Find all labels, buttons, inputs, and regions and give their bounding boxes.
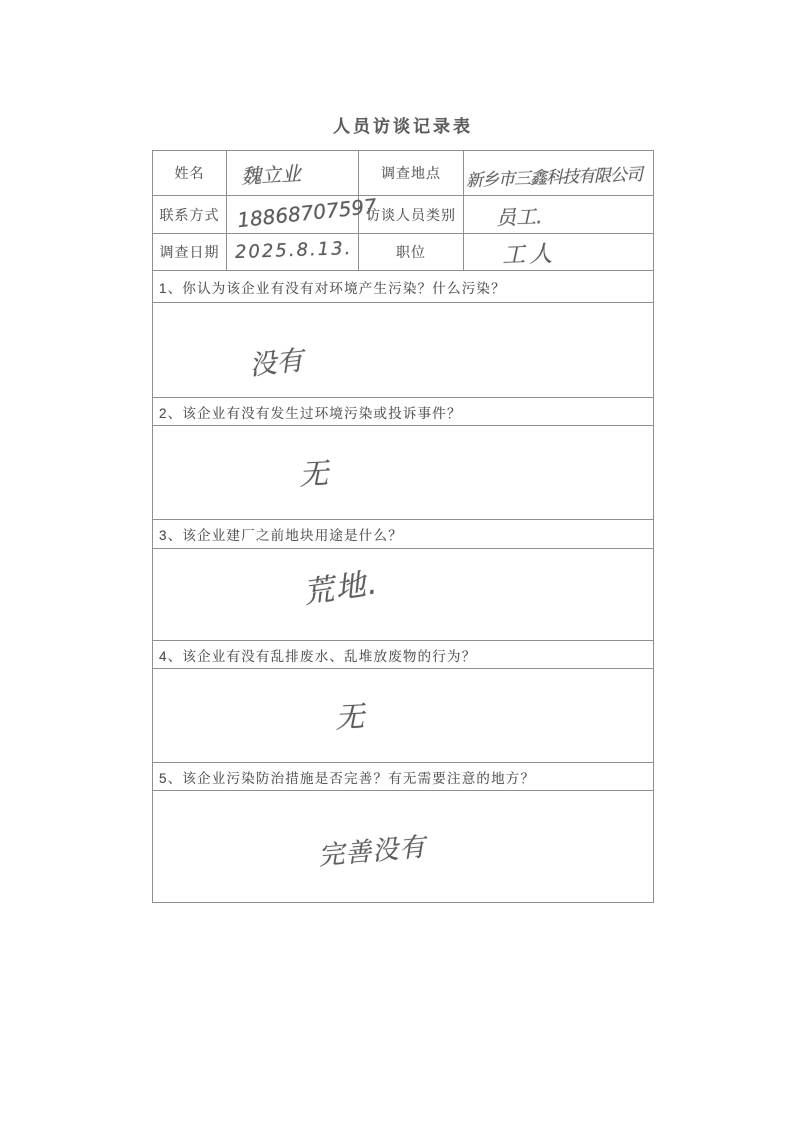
- location-handwritten-value: 新乡市三鑫科技有限公司: [465, 164, 643, 192]
- date-value-cell: [227, 234, 359, 270]
- category-handwritten-value: 员工.: [495, 204, 543, 230]
- name-value-cell: [227, 151, 359, 195]
- position-handwritten-value: 工人: [501, 241, 557, 269]
- position-label: 职位: [359, 234, 464, 270]
- question-5-answer-box: [153, 791, 653, 902]
- contact-handwritten-value: 18868707597: [236, 193, 378, 233]
- question-3-handwritten-answer: 荒地.: [301, 565, 382, 612]
- date-label: 调查日期: [153, 234, 227, 270]
- question-1-handwritten-answer: 没有: [247, 345, 305, 382]
- category-label: 访谈人员类别: [359, 196, 464, 233]
- document-title: 人员访谈记录表: [333, 117, 473, 136]
- header-row-date-position: [153, 234, 653, 271]
- question-5-handwritten-answer: 完善没有: [317, 832, 428, 872]
- location-value-cell: [464, 151, 653, 195]
- location-label: 调查地点: [359, 151, 464, 195]
- question-2-text: 2、该企业有没有发生过环境污染或投诉事件？: [153, 398, 653, 426]
- question-5-text: 5、该企业污染防治措施是否完善？有无需要注意的地方？: [153, 763, 653, 791]
- question-4-handwritten-answer: 无: [334, 699, 365, 735]
- contact-label: 联系方式: [153, 196, 227, 233]
- question-2-handwritten-answer: 无: [298, 456, 329, 492]
- question-3-answer-box: [153, 549, 653, 641]
- header-row-contact-category: [153, 193, 653, 234]
- category-value-cell: [464, 196, 653, 233]
- name-handwritten-value: 魏立业: [240, 161, 302, 189]
- position-value-cell: [464, 234, 653, 270]
- date-handwritten-value: 2025.8.13.: [234, 237, 353, 264]
- question-3-text: 3、该企业建厂之前地块用途是什么？: [153, 520, 653, 549]
- header-row-name-location: [153, 151, 653, 196]
- contact-value-cell: [227, 193, 378, 233]
- interview-form-table: [152, 150, 654, 903]
- question-1-text: 1、你认为该企业有没有对环境产生污染？什么污染？: [153, 271, 653, 303]
- name-label: 姓名: [153, 151, 227, 195]
- question-4-answer-box: [153, 669, 653, 763]
- question-1-answer-box: [153, 303, 653, 398]
- question-4-text: 4、该企业有没有乱排废水、乱堆放废物的行为？: [153, 641, 653, 669]
- question-2-answer-box: [153, 426, 653, 520]
